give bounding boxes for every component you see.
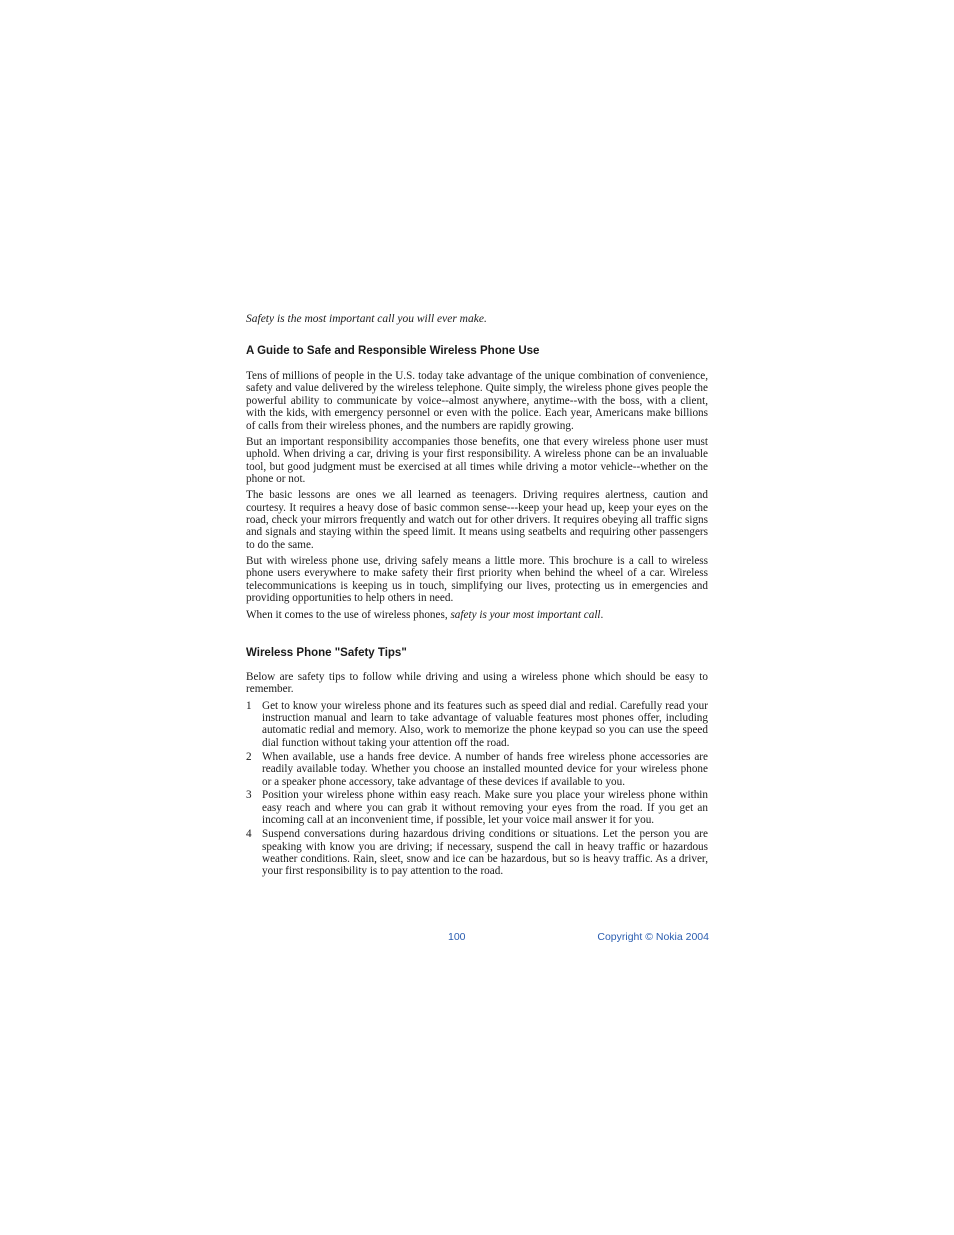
list-item [246,700,708,750]
paragraph: Tens of millions of people in the U.S. today take advantage of the unique combination of convenience, safety and value delivered by the wireless telephone. Quite simply, the wireless phone gives people the powerful ability to communicate by voice--almost anywhere, anytime--with the boss, with a client, with the kids, with emergency personnel or even with the police. Each year, Americans make billions of calls from their wireless phones, and the numbers are rapidly growing. [246,370,708,432]
list-item [246,828,708,878]
closing-prefix: When it comes to the use of wireless phones, [246,608,451,621]
closing-paragraph [246,609,708,621]
tip-text: Get to know your wireless phone and its features such as speed dial and redial. Carefully read your instruction manual and learn to take advantage of valuable features most phones offer, including automatic redial and memory. Also, work to memorize the phone keypad so you can use the speed dial function without taking your attention off the road. [262,699,708,749]
tip-list [246,700,708,878]
tip-number: 3 [246,789,252,802]
section-heading-guide: A Guide to Safe and Responsible Wireless Phone Use [246,345,540,357]
closing-emphasis: safety is your most important call [450,608,601,621]
tip-text: Position your wireless phone within easy reach. Make sure you place your wireless phone within easy reach and where you can grab it without removing your eyes from the road. If you get an incoming call at an inconvenient time, if possible, let your voice mail answer it for you. [262,789,708,827]
guide-body [246,370,708,625]
tagline: Safety is the most important call you will ever make. [246,313,487,325]
page-number: 100 [448,931,466,943]
tips-intro: Below are safety tips to follow while driving and using a wireless phone which should be easy to remember. [246,671,708,696]
tip-number: 2 [246,750,252,763]
closing-suffix: . [600,608,604,621]
paragraph: But an important responsibility accompanies those benefits, one that every wireless phone user must uphold. When driving a car, driving is your first responsibility. A wireless phone can be an invaluable tool, but good judgment must be exercised at all times while driving a motor vehicle--whether on the phone or not. [246,435,708,486]
list-item [246,789,708,826]
tip-number: 4 [246,828,252,841]
safety-tips-body [246,671,708,879]
tip-number: 1 [246,699,252,712]
paragraph: The basic lessons are ones we all learned as teenagers. Driving requires alertness, caution and courtesy. It requires a heavy dose of basic common sense---keep your head up, keep your eyes on the road, check your mirrors frequently and watch out for other drivers. It requires obeying all traffic signs and signals and staying within the speed limit. It means using seatbelts and requiring other passengers to do the same. [246,489,708,551]
copyright-notice: Copyright © Nokia 2004 [597,931,709,943]
list-item [246,751,708,788]
paragraph: But with wireless phone use, driving safely means a little more. This brochure is a call to wireless phone users everywhere to make safety their first priority when behind the wheel of a car. Wireless telecommunications is keeping us in touch, simplifying our lives, protecting us in emergencies and providing opportunities to help others in need. [246,555,708,605]
tip-text: When available, use a hands free device. A number of hands free wireless phone accessories are readily available today. Whether you choose an installed mounted device for your wireless phone or a speaker phone accessory, take advantage of these devices if available to you. [262,750,708,788]
section-heading-safety-tips: Wireless Phone "Safety Tips" [246,647,407,659]
tip-text: Suspend conversations during hazardous driving conditions or situations. Let the person you are speaking with know you are driving; if necessary, suspend the call in heavy traffic or hazardous weather conditions. Rain, sleet, snow and ice can be hazardous, but so is heavy traffic. As a driver, your first responsibility is to pay attention to the road. [262,828,708,878]
